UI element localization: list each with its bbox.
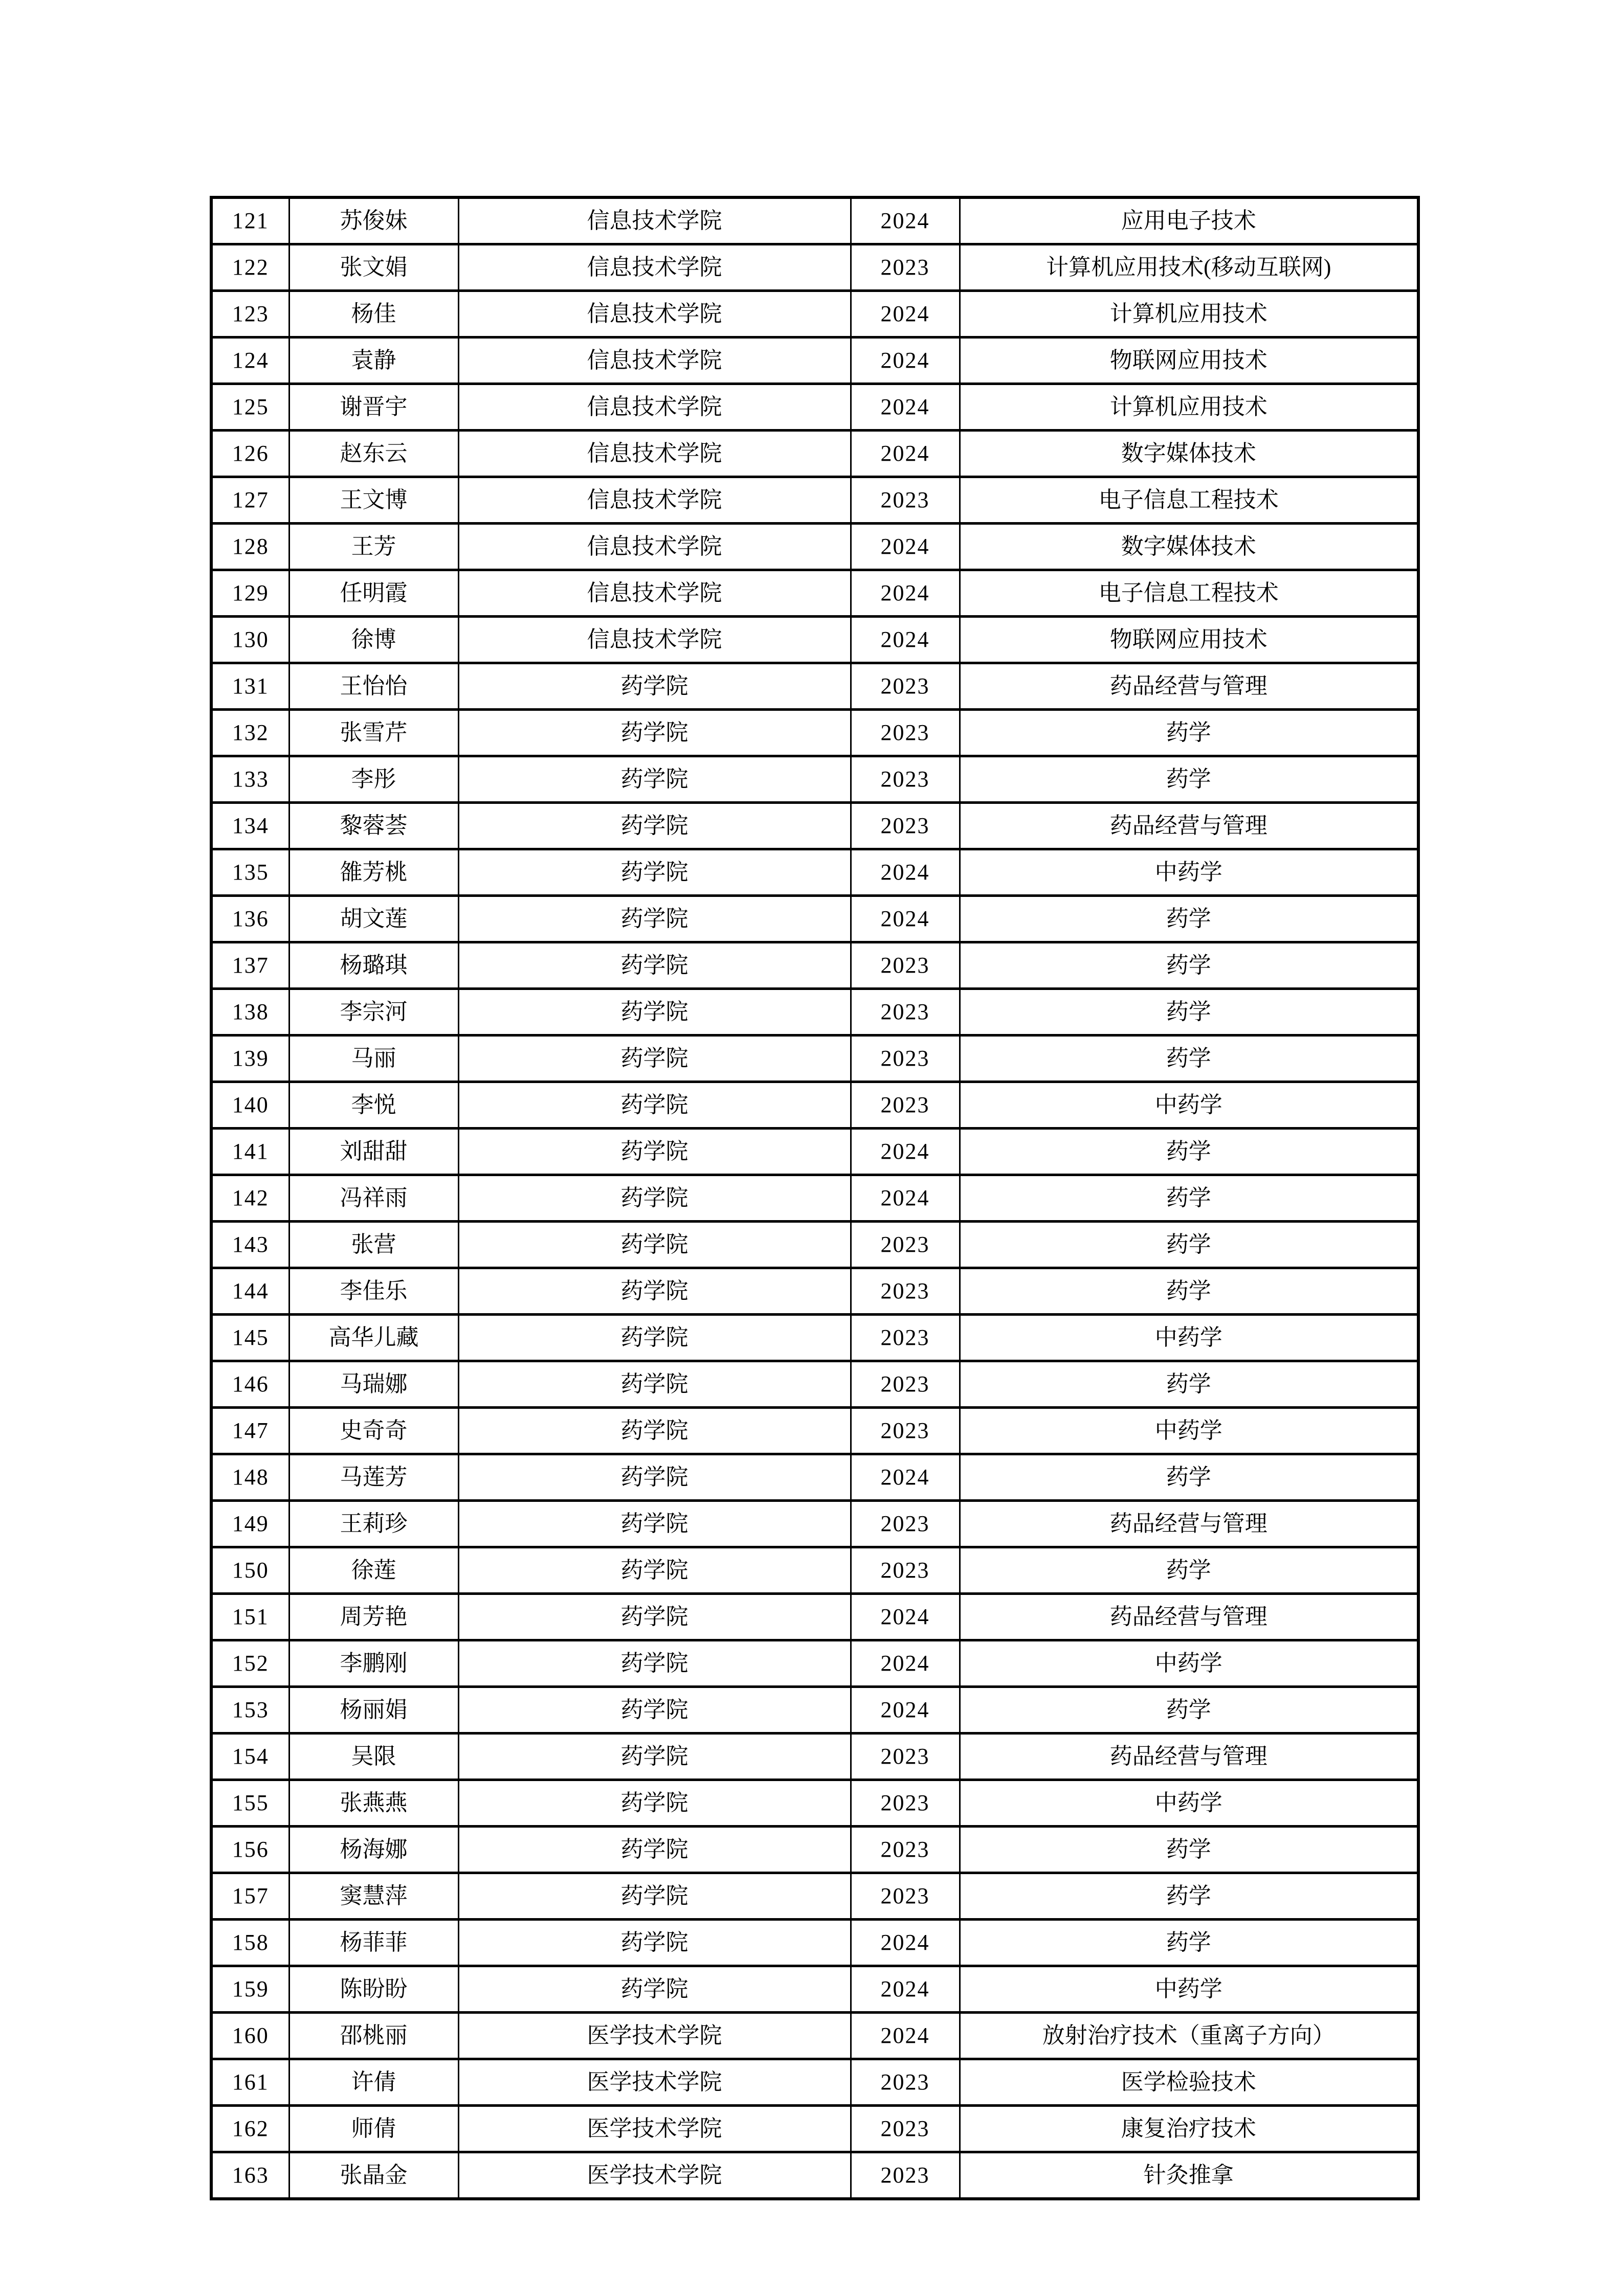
cell-major: 中药学: [960, 1966, 1418, 2013]
cell-major: 放射治疗技术（重离子方向）: [960, 2013, 1418, 2059]
cell-no: 136: [211, 896, 289, 942]
cell-college: 信息技术学院: [458, 244, 851, 291]
cell-no: 143: [211, 1222, 289, 1268]
cell-no: 158: [211, 1920, 289, 1966]
cell-no: 135: [211, 849, 289, 896]
cell-no: 134: [211, 803, 289, 849]
cell-college: 药学院: [458, 1966, 851, 2013]
table-row: [211, 1594, 1418, 1640]
cell-college: 信息技术学院: [458, 431, 851, 477]
cell-name: 王怡怡: [289, 663, 458, 710]
cell-year: 2023: [851, 1315, 960, 1361]
cell-no: 146: [211, 1361, 289, 1408]
cell-year: 2024: [851, 849, 960, 896]
cell-college: 药学院: [458, 1827, 851, 1873]
cell-name: 师倩: [289, 2106, 458, 2152]
cell-name: 窦慧萍: [289, 1873, 458, 1920]
cell-year: 2023: [851, 1734, 960, 1780]
table-row: [211, 244, 1418, 291]
cell-year: 2024: [851, 1594, 960, 1640]
cell-major: 中药学: [960, 1408, 1418, 1454]
cell-college: 药学院: [458, 1408, 851, 1454]
cell-name: 张文娟: [289, 244, 458, 291]
cell-name: 杨菲菲: [289, 1920, 458, 1966]
table-row: [211, 1501, 1418, 1547]
cell-year: 2024: [851, 896, 960, 942]
cell-no: 155: [211, 1780, 289, 1827]
cell-college: 药学院: [458, 989, 851, 1036]
table-row: [211, 1966, 1418, 2013]
cell-no: 137: [211, 942, 289, 989]
cell-name: 黎蓉荟: [289, 803, 458, 849]
cell-no: 159: [211, 1966, 289, 2013]
cell-year: 2023: [851, 1361, 960, 1408]
cell-college: 药学院: [458, 663, 851, 710]
cell-name: 王文博: [289, 477, 458, 524]
cell-year: 2024: [851, 337, 960, 384]
cell-no: 156: [211, 1827, 289, 1873]
cell-name: 吴限: [289, 1734, 458, 1780]
cell-name: 李宗河: [289, 989, 458, 1036]
table-body: [211, 197, 1418, 2199]
table-row: [211, 1036, 1418, 1082]
cell-name: 马丽: [289, 1036, 458, 1082]
cell-name: 周芳艳: [289, 1594, 458, 1640]
table-row: [211, 1827, 1418, 1873]
cell-college: 信息技术学院: [458, 337, 851, 384]
cell-name: 杨海娜: [289, 1827, 458, 1873]
table-row: [211, 756, 1418, 803]
cell-name: 李鹏刚: [289, 1640, 458, 1687]
cell-year: 2023: [851, 1547, 960, 1594]
table-row: [211, 1920, 1418, 1966]
cell-major: 中药学: [960, 1780, 1418, 1827]
cell-name: 雒芳桃: [289, 849, 458, 896]
cell-name: 张营: [289, 1222, 458, 1268]
table-row: [211, 1129, 1418, 1175]
cell-college: 药学院: [458, 849, 851, 896]
cell-major: 中药学: [960, 1082, 1418, 1129]
table-row: [211, 942, 1418, 989]
table-row: [211, 896, 1418, 942]
cell-name: 李悦: [289, 1082, 458, 1129]
table-row: [211, 1687, 1418, 1734]
cell-no: 151: [211, 1594, 289, 1640]
cell-major: 医学检验技术: [960, 2059, 1418, 2106]
cell-major: 电子信息工程技术: [960, 477, 1418, 524]
cell-year: 2023: [851, 989, 960, 1036]
cell-name: 高华儿藏: [289, 1315, 458, 1361]
cell-major: 药学: [960, 1920, 1418, 1966]
cell-year: 2023: [851, 803, 960, 849]
cell-major: 药学: [960, 989, 1418, 1036]
cell-no: 152: [211, 1640, 289, 1687]
cell-name: 张燕燕: [289, 1780, 458, 1827]
cell-year: 2023: [851, 1268, 960, 1315]
cell-name: 李彤: [289, 756, 458, 803]
cell-major: 计算机应用技术(移动互联网): [960, 244, 1418, 291]
cell-no: 140: [211, 1082, 289, 1129]
table-row: [211, 989, 1418, 1036]
cell-year: 2024: [851, 570, 960, 617]
cell-year: 2023: [851, 2152, 960, 2199]
cell-no: 132: [211, 710, 289, 756]
cell-major: 数字媒体技术: [960, 431, 1418, 477]
cell-major: 药品经营与管理: [960, 1594, 1418, 1640]
cell-no: 126: [211, 431, 289, 477]
table-row: [211, 1175, 1418, 1222]
cell-college: 信息技术学院: [458, 477, 851, 524]
cell-name: 史奇奇: [289, 1408, 458, 1454]
table-row: [211, 1547, 1418, 1594]
table-row: [211, 1640, 1418, 1687]
cell-major: 计算机应用技术: [960, 291, 1418, 337]
cell-college: 信息技术学院: [458, 384, 851, 431]
cell-major: 中药学: [960, 1315, 1418, 1361]
cell-year: 2023: [851, 942, 960, 989]
cell-name: 李佳乐: [289, 1268, 458, 1315]
cell-no: 129: [211, 570, 289, 617]
cell-college: 药学院: [458, 942, 851, 989]
cell-no: 125: [211, 384, 289, 431]
cell-no: 121: [211, 197, 289, 244]
table-row: [211, 2013, 1418, 2059]
cell-college: 医学技术学院: [458, 2013, 851, 2059]
cell-name: 杨璐琪: [289, 942, 458, 989]
cell-college: 药学院: [458, 1454, 851, 1501]
cell-no: 149: [211, 1501, 289, 1547]
cell-no: 154: [211, 1734, 289, 1780]
cell-year: 2023: [851, 244, 960, 291]
cell-major: 电子信息工程技术: [960, 570, 1418, 617]
cell-college: 信息技术学院: [458, 291, 851, 337]
table-row: [211, 849, 1418, 896]
cell-major: 药学: [960, 710, 1418, 756]
table-row: [211, 291, 1418, 337]
cell-name: 冯祥雨: [289, 1175, 458, 1222]
cell-year: 2023: [851, 1036, 960, 1082]
cell-major: 药学: [960, 1454, 1418, 1501]
cell-college: 药学院: [458, 1082, 851, 1129]
cell-college: 药学院: [458, 1547, 851, 1594]
cell-major: 药学: [960, 1129, 1418, 1175]
cell-year: 2024: [851, 524, 960, 570]
cell-no: 141: [211, 1129, 289, 1175]
cell-college: 药学院: [458, 756, 851, 803]
cell-college: 药学院: [458, 1920, 851, 1966]
table-row: [211, 524, 1418, 570]
cell-year: 2024: [851, 617, 960, 663]
cell-college: 药学院: [458, 1734, 851, 1780]
table-row: [211, 570, 1418, 617]
cell-college: 信息技术学院: [458, 617, 851, 663]
cell-no: 131: [211, 663, 289, 710]
cell-year: 2023: [851, 477, 960, 524]
table-row: [211, 1873, 1418, 1920]
cell-no: 144: [211, 1268, 289, 1315]
cell-college: 药学院: [458, 1361, 851, 1408]
cell-no: 147: [211, 1408, 289, 1454]
table-row: [211, 1361, 1418, 1408]
cell-major: 药学: [960, 942, 1418, 989]
table-row: [211, 1408, 1418, 1454]
table-row: [211, 1082, 1418, 1129]
cell-year: 2024: [851, 1687, 960, 1734]
cell-name: 王莉珍: [289, 1501, 458, 1547]
cell-year: 2023: [851, 1082, 960, 1129]
cell-no: 163: [211, 2152, 289, 2199]
cell-no: 150: [211, 1547, 289, 1594]
cell-college: 药学院: [458, 1501, 851, 1547]
cell-name: 苏俊妹: [289, 197, 458, 244]
cell-name: 张雪芹: [289, 710, 458, 756]
cell-college: 信息技术学院: [458, 197, 851, 244]
cell-name: 邵桃丽: [289, 2013, 458, 2059]
cell-year: 2024: [851, 1920, 960, 1966]
table-row: [211, 1222, 1418, 1268]
table-row: [211, 663, 1418, 710]
cell-year: 2023: [851, 1780, 960, 1827]
cell-college: 药学院: [458, 1222, 851, 1268]
cell-major: 药学: [960, 1547, 1418, 1594]
cell-no: 122: [211, 244, 289, 291]
cell-no: 139: [211, 1036, 289, 1082]
cell-name: 马瑞娜: [289, 1361, 458, 1408]
cell-year: 2024: [851, 1454, 960, 1501]
cell-college: 药学院: [458, 1873, 851, 1920]
cell-major: 药学: [960, 1873, 1418, 1920]
cell-name: 张晶金: [289, 2152, 458, 2199]
cell-college: 药学院: [458, 1594, 851, 1640]
cell-no: 161: [211, 2059, 289, 2106]
cell-major: 药品经营与管理: [960, 1734, 1418, 1780]
cell-year: 2023: [851, 1873, 960, 1920]
cell-year: 2023: [851, 1827, 960, 1873]
cell-major: 药品经营与管理: [960, 663, 1418, 710]
cell-name: 许倩: [289, 2059, 458, 2106]
table-row: [211, 1780, 1418, 1827]
cell-major: 药学: [960, 1361, 1418, 1408]
table-row: [211, 337, 1418, 384]
cell-year: 2024: [851, 2013, 960, 2059]
cell-no: 148: [211, 1454, 289, 1501]
cell-year: 2023: [851, 1408, 960, 1454]
cell-college: 药学院: [458, 710, 851, 756]
table-row: [211, 1454, 1418, 1501]
table-row: [211, 803, 1418, 849]
cell-no: 138: [211, 989, 289, 1036]
cell-year: 2023: [851, 710, 960, 756]
cell-year: 2024: [851, 384, 960, 431]
cell-no: 142: [211, 1175, 289, 1222]
cell-college: 药学院: [458, 896, 851, 942]
table-row: [211, 477, 1418, 524]
cell-college: 药学院: [458, 1036, 851, 1082]
cell-major: 药学: [960, 1036, 1418, 1082]
cell-year: 2023: [851, 1501, 960, 1547]
cell-major: 药学: [960, 1222, 1418, 1268]
cell-college: 药学院: [458, 1315, 851, 1361]
cell-college: 药学院: [458, 1780, 851, 1827]
cell-major: 药学: [960, 896, 1418, 942]
cell-college: 医学技术学院: [458, 2059, 851, 2106]
cell-college: 药学院: [458, 803, 851, 849]
cell-college: 医学技术学院: [458, 2106, 851, 2152]
cell-name: 陈盼盼: [289, 1966, 458, 2013]
cell-name: 赵东云: [289, 431, 458, 477]
cell-no: 133: [211, 756, 289, 803]
table-row: [211, 197, 1418, 244]
cell-college: 药学院: [458, 1175, 851, 1222]
cell-name: 任明霞: [289, 570, 458, 617]
cell-major: 药学: [960, 1687, 1418, 1734]
cell-no: 157: [211, 1873, 289, 1920]
cell-no: 123: [211, 291, 289, 337]
cell-college: 信息技术学院: [458, 524, 851, 570]
cell-major: 药品经营与管理: [960, 1501, 1418, 1547]
cell-year: 2023: [851, 1222, 960, 1268]
cell-major: 药学: [960, 756, 1418, 803]
table-row: [211, 431, 1418, 477]
table-row: [211, 710, 1418, 756]
cell-college: 信息技术学院: [458, 570, 851, 617]
cell-major: 药学: [960, 1268, 1418, 1315]
cell-college: 医学技术学院: [458, 2152, 851, 2199]
cell-college: 药学院: [458, 1129, 851, 1175]
cell-year: 2024: [851, 197, 960, 244]
cell-major: 计算机应用技术: [960, 384, 1418, 431]
cell-no: 128: [211, 524, 289, 570]
cell-major: 数字媒体技术: [960, 524, 1418, 570]
cell-no: 124: [211, 337, 289, 384]
table-row: [211, 2059, 1418, 2106]
cell-year: 2024: [851, 1640, 960, 1687]
cell-no: 160: [211, 2013, 289, 2059]
cell-major: 应用电子技术: [960, 197, 1418, 244]
cell-name: 谢晋宇: [289, 384, 458, 431]
table-row: [211, 1734, 1418, 1780]
cell-name: 袁静: [289, 337, 458, 384]
table-row: [211, 2152, 1418, 2199]
cell-major: 针灸推拿: [960, 2152, 1418, 2199]
cell-major: 药品经营与管理: [960, 803, 1418, 849]
cell-no: 127: [211, 477, 289, 524]
cell-name: 杨丽娟: [289, 1687, 458, 1734]
student-roster-table: [210, 196, 1420, 2200]
cell-college: 药学院: [458, 1640, 851, 1687]
cell-year: 2023: [851, 756, 960, 803]
cell-college: 药学院: [458, 1268, 851, 1315]
cell-college: 药学院: [458, 1687, 851, 1734]
cell-major: 中药学: [960, 1640, 1418, 1687]
cell-name: 徐博: [289, 617, 458, 663]
table-row: [211, 617, 1418, 663]
cell-no: 162: [211, 2106, 289, 2152]
cell-name: 杨佳: [289, 291, 458, 337]
cell-major: 物联网应用技术: [960, 337, 1418, 384]
cell-year: 2024: [851, 1966, 960, 2013]
table-row: [211, 1315, 1418, 1361]
cell-no: 153: [211, 1687, 289, 1734]
cell-year: 2024: [851, 1175, 960, 1222]
cell-no: 145: [211, 1315, 289, 1361]
cell-year: 2024: [851, 291, 960, 337]
cell-major: 药学: [960, 1175, 1418, 1222]
cell-year: 2024: [851, 431, 960, 477]
table-row: [211, 1268, 1418, 1315]
cell-major: 药学: [960, 1827, 1418, 1873]
cell-name: 胡文莲: [289, 896, 458, 942]
cell-major: 中药学: [960, 849, 1418, 896]
cell-name: 刘甜甜: [289, 1129, 458, 1175]
cell-year: 2023: [851, 663, 960, 710]
cell-no: 130: [211, 617, 289, 663]
cell-name: 徐莲: [289, 1547, 458, 1594]
cell-name: 王芳: [289, 524, 458, 570]
cell-major: 康复治疗技术: [960, 2106, 1418, 2152]
cell-name: 马莲芳: [289, 1454, 458, 1501]
cell-year: 2024: [851, 1129, 960, 1175]
table-row: [211, 384, 1418, 431]
table-row: [211, 2106, 1418, 2152]
cell-year: 2023: [851, 2106, 960, 2152]
cell-major: 物联网应用技术: [960, 617, 1418, 663]
cell-year: 2023: [851, 2059, 960, 2106]
